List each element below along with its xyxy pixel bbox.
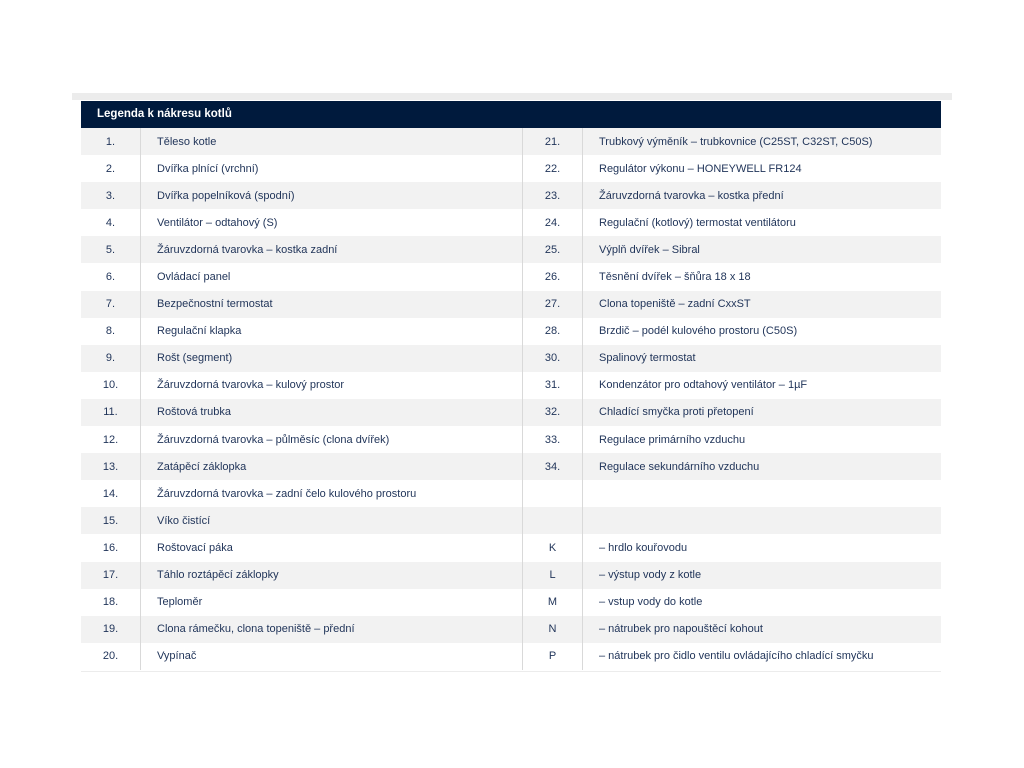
legend-frame-top: [72, 93, 952, 100]
legend-item-description: Chladící smyčka proti přetopení: [583, 399, 942, 426]
legend-row: [81, 128, 941, 155]
legend-item-code: K: [523, 534, 583, 561]
legend-item-description: Táhlo roztápěcí záklopky: [141, 562, 523, 589]
legend-item-code: 21.: [523, 128, 583, 155]
legend-item-code: M: [523, 589, 583, 616]
legend-item-description: Dvířka popelníková (spodní): [141, 182, 523, 209]
legend-item-number: 20.: [81, 643, 141, 670]
legend-row: [81, 318, 941, 345]
legend-row: [81, 291, 941, 318]
legend-item-number: 13.: [81, 453, 141, 480]
legend-item-code: L: [523, 562, 583, 589]
legend-row: [81, 453, 941, 480]
legend-item-description: Žáruvzdorná tvarovka – kulový prostor: [141, 372, 523, 399]
legend-item-description: Clona rámečku, clona topeniště – přední: [141, 616, 523, 643]
legend-row: [81, 209, 941, 236]
legend-item-description: Zatápěcí záklopka: [141, 453, 523, 480]
legend-item-number: 16.: [81, 534, 141, 561]
legend-row: [81, 345, 941, 372]
legend-item-description: – nátrubek pro napouštěcí kohout: [583, 616, 942, 643]
legend-item-description: Kondenzátor pro odtahový ventilátor – 1µF: [583, 372, 942, 399]
legend-item-description: [583, 480, 942, 507]
legend-item-description: Dvířka plnící (vrchní): [141, 155, 523, 182]
legend-row: [81, 426, 941, 453]
legend-item-code: 33.: [523, 426, 583, 453]
legend-item-description: Clona topeniště – zadní CxxST: [583, 291, 942, 318]
legend-item-number: 14.: [81, 480, 141, 507]
legend-item-description: Žáruvzdorná tvarovka – půlměsíc (clona dvířek): [141, 426, 523, 453]
legend-panel: [81, 101, 941, 670]
legend-item-number: 7.: [81, 291, 141, 318]
legend-item-number: 12.: [81, 426, 141, 453]
legend-item-number: 19.: [81, 616, 141, 643]
legend-row: [81, 507, 941, 534]
legend-item-code: 34.: [523, 453, 583, 480]
legend-item-description: Žáruvzdorná tvarovka – kostka přední: [583, 182, 942, 209]
legend-row: [81, 643, 941, 670]
legend-item-code: [523, 480, 583, 507]
legend-item-description: Žáruvzdorná tvarovka – kostka zadní: [141, 236, 523, 263]
legend-item-number: 6.: [81, 263, 141, 290]
legend-item-description: Regulační klapka: [141, 318, 523, 345]
legend-item-description: – výstup vody z kotle: [583, 562, 942, 589]
legend-item-number: 9.: [81, 345, 141, 372]
legend-row: [81, 182, 941, 209]
legend-item-description: Těleso kotle: [141, 128, 523, 155]
legend-item-number: 11.: [81, 399, 141, 426]
legend-title: Legenda k nákresu kotlů: [81, 101, 941, 128]
legend-item-description: Vypínač: [141, 643, 523, 670]
legend-item-description: Výplň dvířek – Sibral: [583, 236, 942, 263]
legend-item-code: 22.: [523, 155, 583, 182]
legend-item-description: Regulátor výkonu – HONEYWELL FR124: [583, 155, 942, 182]
legend-item-description: Regulace primárního vzduchu: [583, 426, 942, 453]
legend-item-description: Regulace sekundárního vzduchu: [583, 453, 942, 480]
legend-item-description: Žáruvzdorná tvarovka – zadní čelo kulového prostoru: [141, 480, 523, 507]
legend-item-description: Rošt (segment): [141, 345, 523, 372]
legend-row: [81, 480, 941, 507]
legend-item-number: 17.: [81, 562, 141, 589]
legend-item-code: 24.: [523, 209, 583, 236]
legend-item-number: 10.: [81, 372, 141, 399]
legend-item-description: Spalinový termostat: [583, 345, 942, 372]
legend-item-code: 30.: [523, 345, 583, 372]
legend-item-description: – nátrubek pro čidlo ventilu ovládajícího chladící smyčku: [583, 643, 942, 670]
legend-item-description: Regulační (kotlový) termostat ventilátoru: [583, 209, 942, 236]
legend-item-description: Roštovací páka: [141, 534, 523, 561]
legend-item-description: Víko čistící: [141, 507, 523, 534]
legend-item-description: – vstup vody do kotle: [583, 589, 942, 616]
legend-item-code: [523, 507, 583, 534]
legend-item-code: P: [523, 643, 583, 670]
legend-item-description: Ventilátor – odtahový (S): [141, 209, 523, 236]
legend-table-body: [81, 128, 941, 670]
legend-item-code: 23.: [523, 182, 583, 209]
legend-item-number: 1.: [81, 128, 141, 155]
legend-item-description: Teploměr: [141, 589, 523, 616]
legend-item-number: 15.: [81, 507, 141, 534]
legend-item-number: 4.: [81, 209, 141, 236]
legend-row: [81, 399, 941, 426]
legend-item-description: Brzdič – podél kulového prostoru (C50S): [583, 318, 942, 345]
legend-item-number: 8.: [81, 318, 141, 345]
legend-item-number: 2.: [81, 155, 141, 182]
legend-item-code: 31.: [523, 372, 583, 399]
legend-item-number: 18.: [81, 589, 141, 616]
legend-item-code: N: [523, 616, 583, 643]
legend-item-number: 3.: [81, 182, 141, 209]
legend-item-code: 26.: [523, 263, 583, 290]
legend-item-number: 5.: [81, 236, 141, 263]
legend-item-description: Bezpečnostní termostat: [141, 291, 523, 318]
legend-row: [81, 372, 941, 399]
legend-item-description: Ovládací panel: [141, 263, 523, 290]
legend-item-description: – hrdlo kouřovodu: [583, 534, 942, 561]
legend-item-description: Roštová trubka: [141, 399, 523, 426]
legend-row: [81, 562, 941, 589]
legend-row: [81, 616, 941, 643]
legend-item-description: Trubkový výměník – trubkovnice (C25ST, C32ST, C50S): [583, 128, 942, 155]
legend-row: [81, 155, 941, 182]
legend-item-description: Těsnění dvířek – šňůra 18 x 18: [583, 263, 942, 290]
legend-item-code: 27.: [523, 291, 583, 318]
legend-item-code: 25.: [523, 236, 583, 263]
legend-item-code: 32.: [523, 399, 583, 426]
legend-bottom-border: [81, 671, 941, 672]
legend-item-description: [583, 507, 942, 534]
legend-row: [81, 589, 941, 616]
legend-row: [81, 263, 941, 290]
legend-table: [81, 128, 941, 670]
legend-row: [81, 236, 941, 263]
legend-item-code: 28.: [523, 318, 583, 345]
legend-row: [81, 534, 941, 561]
